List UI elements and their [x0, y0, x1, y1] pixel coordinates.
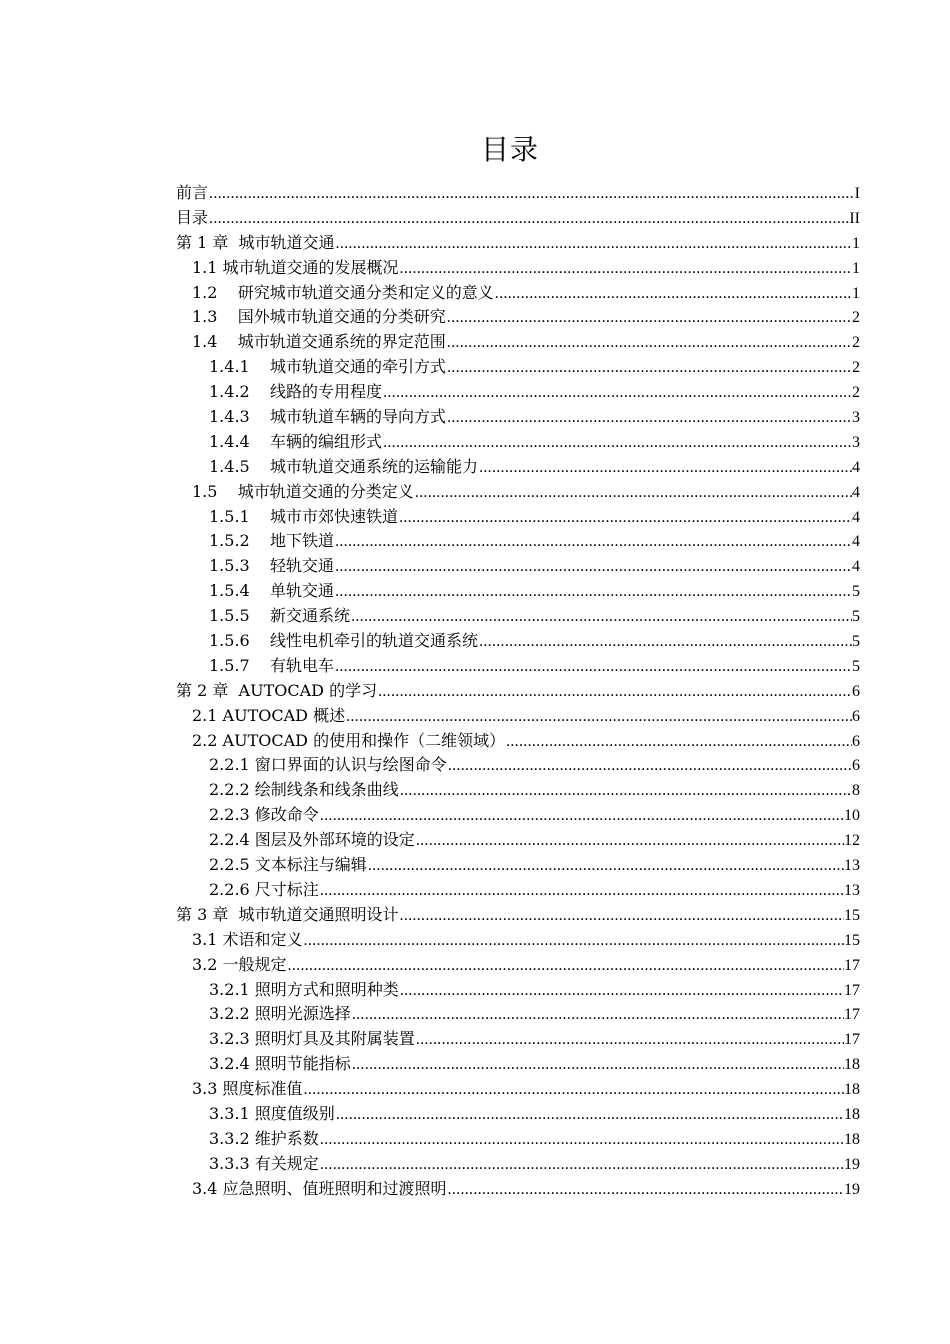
dot-leader [479, 630, 852, 655]
toc-entry-label: 3.2.4 照明节能指标 [209, 1054, 351, 1074]
toc-entry[interactable] [176, 903, 860, 928]
dot-leader [399, 506, 852, 531]
dot-leader [447, 331, 852, 356]
toc-entry[interactable] [176, 1077, 860, 1102]
toc-entry-label: 3.2.1 照明方式和照明种类 [209, 979, 399, 999]
dot-leader [383, 431, 852, 456]
toc-entry-label: 1.5.6 线性电机牵引的轨道交通系统 [209, 631, 479, 651]
toc-entry-page-number: 13 [844, 857, 860, 875]
toc-entry-page-number: 1 [852, 284, 860, 302]
dot-leader [416, 1028, 844, 1053]
dot-leader [288, 954, 844, 979]
dot-leader [352, 1003, 844, 1028]
toc-entry-label: 3.2 一般规定 [192, 954, 287, 974]
toc-entry-page-number: 4 [852, 508, 860, 526]
toc-entry[interactable] [176, 1052, 860, 1077]
toc-entry-label: 1.4.5 城市轨道交通系统的运输能力 [209, 456, 479, 476]
dot-leader [336, 1103, 844, 1128]
dot-leader [448, 1178, 844, 1203]
toc-entry-label: 2.2 AUTOCAD 的使用和操作（二维领域） [192, 730, 506, 750]
toc-entry-page-number: 2 [852, 334, 860, 352]
dot-leader [383, 381, 852, 406]
toc-entry[interactable] [176, 380, 860, 405]
toc-entry-page-number: 1 [852, 259, 860, 277]
dot-leader [447, 406, 852, 431]
toc-entry-page-number: 2 [852, 384, 860, 402]
toc-entry-label: 3.3 照度标准值 [192, 1079, 303, 1099]
toc-entry-page-number: 17 [844, 981, 860, 999]
toc-entry-page-number: 6 [852, 757, 860, 775]
toc-entry-label: 1.5.1 城市市郊快速铁道 [209, 506, 399, 526]
toc-entry[interactable] [176, 1102, 860, 1127]
toc-entry-page-number: 3 [852, 433, 860, 451]
dot-leader [351, 605, 852, 630]
toc-entry-label: 1.4.3 城市轨道车辆的导向方式 [209, 407, 447, 427]
toc-entry[interactable] [176, 853, 860, 878]
toc-entry-page-number: 12 [844, 832, 860, 850]
toc-entry[interactable] [176, 928, 860, 953]
toc-entry-label: 1.4.2 线路的专用程度 [209, 382, 383, 402]
toc-entry[interactable] [176, 579, 860, 604]
toc-entry-page-number: 5 [852, 608, 860, 626]
toc-entry-label: 第 2 章 AUTOCAD 的学习 [176, 680, 378, 700]
dot-leader [400, 257, 852, 282]
toc-entry-page-number: 3 [852, 409, 860, 427]
dot-leader [400, 979, 844, 1004]
toc-entry[interactable] [176, 405, 860, 430]
toc-entry[interactable] [176, 878, 860, 903]
toc-entry-page-number: 17 [844, 1031, 860, 1049]
toc-entry-label: 1.4.1 城市轨道交通的牵引方式 [209, 357, 447, 377]
toc-entry-label: 1.3 国外城市轨道交通的分类研究 [192, 307, 446, 327]
toc-entry-page-number: 4 [852, 483, 860, 501]
dot-leader [400, 779, 852, 804]
toc-entry-page-number: 15 [844, 931, 860, 949]
toc-entry-page-number: 5 [852, 583, 860, 601]
toc-entry[interactable] [176, 480, 860, 505]
toc-entry[interactable] [176, 505, 860, 530]
dot-leader [415, 481, 852, 506]
toc-entry[interactable] [176, 978, 860, 1003]
toc-entry-label: 2.2.3 修改命令 [209, 805, 319, 825]
toc-entry-page-number: 18 [844, 1056, 860, 1074]
table-of-contents [176, 181, 860, 1202]
toc-entry-page-number: I [854, 185, 860, 202]
toc-entry[interactable] [176, 704, 860, 729]
dot-leader [400, 904, 844, 929]
toc-entry-label: 1.5.4 单轨交通 [209, 581, 335, 601]
toc-entry-label: 目录 [176, 207, 209, 227]
toc-entry[interactable] [176, 803, 860, 828]
toc-entry-page-number: 18 [844, 1081, 860, 1099]
toc-entry[interactable] [176, 1002, 860, 1027]
toc-entry-label: 1.4.4 车辆的编组形式 [209, 431, 383, 451]
toc-entry-page-number: 1 [852, 234, 860, 252]
toc-entry-page-number: 18 [844, 1130, 860, 1148]
toc-entry[interactable] [176, 256, 860, 281]
toc-entry-label: 3.1 术语和定义 [192, 929, 303, 949]
toc-entry-label: 1.4 城市轨道交通系统的界定范围 [192, 332, 446, 352]
dot-leader [495, 282, 852, 307]
toc-entry[interactable] [176, 1177, 860, 1202]
toc-entry[interactable] [176, 181, 860, 206]
toc-entry-label: 前言 [176, 183, 209, 202]
dot-leader [368, 854, 844, 879]
dot-leader [304, 1078, 844, 1103]
toc-entry-page-number: 4 [852, 558, 860, 576]
dot-leader [447, 356, 852, 381]
dot-leader [320, 804, 844, 829]
toc-entry[interactable] [176, 1152, 860, 1177]
toc-entry[interactable] [176, 753, 860, 778]
toc-entry-page-number: 5 [852, 657, 860, 675]
toc-entry[interactable] [176, 1027, 860, 1052]
toc-entry[interactable] [176, 679, 860, 704]
toc-entry-label: 1.1 城市轨道交通的发展概况 [192, 257, 399, 277]
toc-entry-page-number: 5 [852, 633, 860, 651]
toc-entry-page-number: 6 [852, 732, 860, 750]
toc-entry-label: 2.2.1 窗口界面的认识与绘图命令 [209, 755, 447, 775]
toc-entry-page-number: 4 [852, 458, 860, 476]
toc-entry-page-number: 15 [844, 906, 860, 924]
toc-entry-page-number: 17 [844, 956, 860, 974]
toc-entry-label: 1.5.5 新交通系统 [209, 606, 351, 626]
dot-leader [447, 306, 852, 331]
toc-entry-label: 2.1 AUTOCAD 概述 [192, 705, 346, 725]
toc-entry-label: 3.3.3 有关规定 [209, 1153, 319, 1173]
toc-entry[interactable] [176, 231, 860, 256]
toc-entry-label: 3.3.1 照度值级别 [209, 1103, 335, 1123]
toc-entry-label: 1.2 研究城市轨道交通分类和定义的意义 [192, 282, 494, 302]
toc-entry-page-number: 6 [852, 707, 860, 725]
toc-entry-label: 3.2.3 照明灯具及其附属装置 [209, 1029, 415, 1049]
toc-entry[interactable] [176, 305, 860, 330]
dot-leader [346, 705, 852, 730]
toc-entry[interactable] [176, 828, 860, 853]
toc-entry-page-number: 19 [844, 1180, 860, 1198]
toc-entry[interactable] [176, 953, 860, 978]
dot-leader [506, 730, 852, 755]
toc-entry[interactable] [176, 281, 860, 306]
toc-entry[interactable] [176, 529, 860, 554]
toc-entry-page-number: 2 [852, 309, 860, 327]
toc-entry[interactable] [176, 206, 860, 231]
toc-entry-label: 2.2.5 文本标注与编辑 [209, 855, 367, 875]
toc-entry-label: 3.3.2 维护系数 [209, 1128, 319, 1148]
dot-leader [320, 1153, 844, 1178]
dot-leader [416, 829, 844, 854]
toc-entry-page-number: 10 [844, 807, 860, 825]
dot-leader [335, 530, 852, 555]
dot-leader [320, 1128, 844, 1153]
toc-entry-label: 1.5.3 轻轨交通 [209, 556, 335, 576]
dot-leader [479, 456, 852, 481]
dot-leader [336, 232, 852, 257]
toc-entry[interactable] [176, 330, 860, 355]
toc-entry-label: 2.2.6 尺寸标注 [209, 879, 319, 899]
toc-entry-label: 3.2.2 照明光源选择 [209, 1004, 351, 1024]
toc-entry[interactable] [176, 355, 860, 380]
dot-leader [335, 580, 852, 605]
toc-entry-label: 2.2.2 绘制线条和线条曲线 [209, 780, 399, 800]
page-title: 目录 [480, 133, 539, 166]
toc-entry-page-number: 13 [844, 881, 860, 899]
toc-entry-label: 第 3 章 城市轨道交通照明设计 [176, 904, 399, 924]
toc-entry[interactable] [176, 455, 860, 480]
toc-entry-page-number: 19 [844, 1155, 860, 1173]
toc-entry-page-number: 8 [852, 782, 860, 800]
dot-leader [320, 879, 844, 904]
toc-entry-label: 第 1 章 城市轨道交通 [176, 232, 335, 252]
dot-leader [378, 680, 852, 705]
dot-leader [335, 655, 852, 680]
toc-entry[interactable] [176, 729, 860, 754]
dot-leader [335, 555, 852, 580]
toc-entry-page-number: 2 [852, 359, 860, 377]
toc-entry[interactable] [176, 554, 860, 579]
dot-leader [448, 754, 852, 779]
dot-leader [352, 1053, 844, 1078]
toc-entry-label: 1.5.2 地下铁道 [209, 531, 335, 551]
toc-entry[interactable] [176, 604, 860, 629]
toc-entry-page-number: 4 [852, 533, 860, 551]
dot-leader [304, 929, 844, 954]
toc-entry-label: 1.5.7 有轨电车 [209, 655, 335, 675]
toc-entry-page-number: 6 [852, 682, 860, 700]
toc-entry[interactable] [176, 1127, 860, 1152]
dot-leader [209, 182, 855, 207]
toc-entry[interactable] [176, 629, 860, 654]
dot-leader [209, 207, 849, 232]
toc-entry[interactable] [176, 430, 860, 455]
toc-entry-label: 1.5 城市轨道交通的分类定义 [192, 481, 414, 501]
toc-entry[interactable] [176, 778, 860, 803]
toc-entry-page-number: II [849, 209, 860, 227]
toc-entry[interactable] [176, 654, 860, 679]
toc-entry-label: 2.2.4 图层及外部环境的设定 [209, 830, 415, 850]
toc-entry-page-number: 18 [844, 1105, 860, 1123]
toc-entry-label: 3.4 应急照明、值班照明和过渡照明 [192, 1178, 447, 1198]
toc-entry-page-number: 17 [844, 1006, 860, 1024]
